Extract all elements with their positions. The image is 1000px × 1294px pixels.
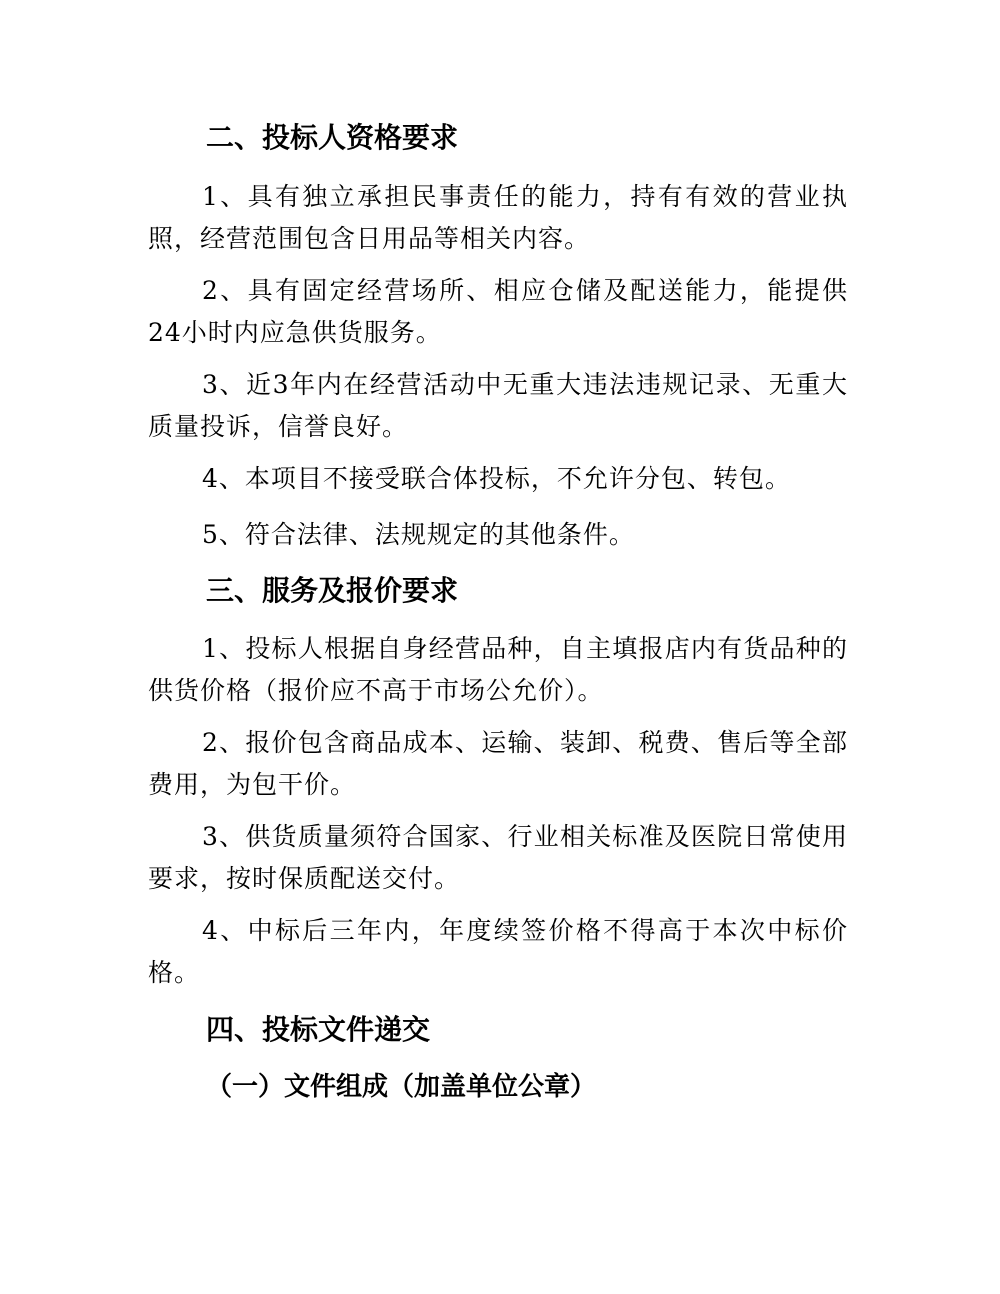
section-heading-service-pricing: 三、服务及报价要求 [206, 574, 459, 607]
paragraph: 3、近3年内在经营活动中无重大违法违规记录、无重大质量投诉，信誉良好。 [148, 370, 848, 441]
paragraph: 1、投标人根据自身经营品种，自主填报店内有货品种的供货价格（报价应不高于市场公允价）。 [148, 634, 848, 705]
paragraph: 4、本项目不接受联合体投标，不允许分包、转包。 [202, 464, 791, 493]
paragraph: 2、具有固定经营场所、相应仓储及配送能力，能提供24小时内应急供货服务。 [148, 276, 848, 347]
paragraph: 1、具有独立承担民事责任的能力，持有有效的营业执照，经营范围包含日用品等相关内容。 [148, 182, 848, 253]
paragraph: 4、中标后三年内，年度续签价格不得高于本次中标价格。 [148, 916, 848, 987]
paragraph: 3、供货质量须符合国家、行业相关标准及医院日常使用要求，按时保质配送交付。 [148, 822, 848, 893]
section-heading-qualifications: 二、投标人资格要求 [206, 121, 459, 154]
section-heading-bid-submission: 四、投标文件递交 [206, 1013, 431, 1046]
subheading-file-composition: （一）文件组成（加盖单位公章） [206, 1072, 597, 1102]
paragraph: 5、符合法律、法规规定的其他条件。 [202, 520, 635, 549]
paragraph: 2、报价包含商品成本、运输、装卸、税费、售后等全部费用，为包干价。 [148, 728, 848, 799]
